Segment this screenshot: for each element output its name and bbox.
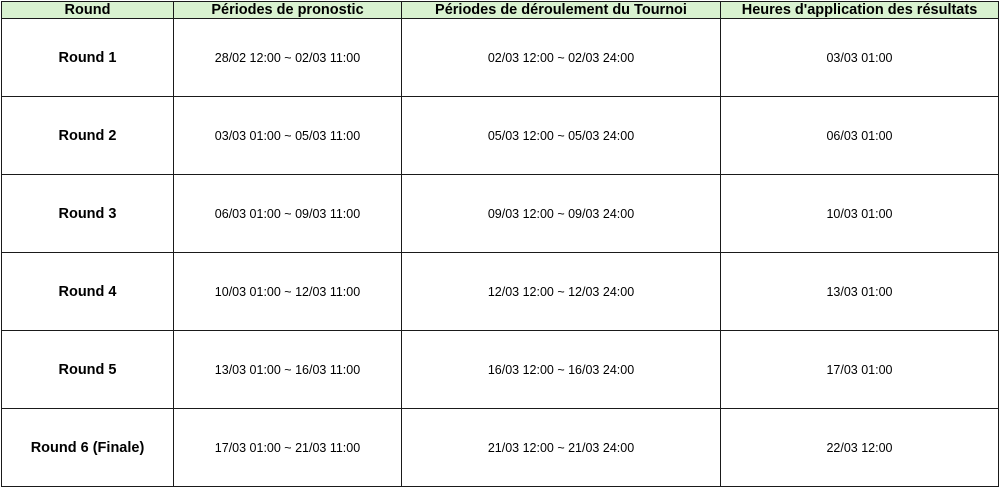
tournament-period-cell: 02/03 12:00 ~ 02/03 24:00 bbox=[402, 19, 721, 97]
tournament-period-cell: 05/03 12:00 ~ 05/03 24:00 bbox=[402, 97, 721, 175]
prediction-period-cell: 13/03 01:00 ~ 16/03 11:00 bbox=[174, 331, 402, 409]
header-tournament-period: Périodes de déroulement du Tournoi bbox=[402, 2, 721, 19]
round-cell: Round 2 bbox=[2, 97, 174, 175]
tournament-period-cell: 21/03 12:00 ~ 21/03 24:00 bbox=[402, 409, 721, 487]
tournament-period-cell: 09/03 12:00 ~ 09/03 24:00 bbox=[402, 175, 721, 253]
results-time-cell: 22/03 12:00 bbox=[721, 409, 999, 487]
table-body bbox=[2, 19, 999, 487]
results-time-cell: 10/03 01:00 bbox=[721, 175, 999, 253]
round-cell: Round 3 bbox=[2, 175, 174, 253]
table-header bbox=[2, 2, 999, 19]
tournament-period-cell: 12/03 12:00 ~ 12/03 24:00 bbox=[402, 253, 721, 331]
table-row bbox=[2, 409, 999, 487]
table-row bbox=[2, 97, 999, 175]
header-round: Round bbox=[2, 2, 174, 19]
header-row bbox=[2, 2, 999, 19]
round-cell: Round 6 (Finale) bbox=[2, 409, 174, 487]
table-row bbox=[2, 331, 999, 409]
schedule-table bbox=[1, 1, 999, 487]
prediction-period-cell: 28/02 12:00 ~ 02/03 11:00 bbox=[174, 19, 402, 97]
results-time-cell: 13/03 01:00 bbox=[721, 253, 999, 331]
prediction-period-cell: 06/03 01:00 ~ 09/03 11:00 bbox=[174, 175, 402, 253]
results-time-cell: 17/03 01:00 bbox=[721, 331, 999, 409]
table-row bbox=[2, 175, 999, 253]
prediction-period-cell: 10/03 01:00 ~ 12/03 11:00 bbox=[174, 253, 402, 331]
prediction-period-cell: 17/03 01:00 ~ 21/03 11:00 bbox=[174, 409, 402, 487]
results-time-cell: 06/03 01:00 bbox=[721, 97, 999, 175]
round-cell: Round 1 bbox=[2, 19, 174, 97]
header-results-time: Heures d'application des résultats bbox=[721, 2, 999, 19]
results-time-cell: 03/03 01:00 bbox=[721, 19, 999, 97]
round-cell: Round 4 bbox=[2, 253, 174, 331]
table-row bbox=[2, 253, 999, 331]
tournament-period-cell: 16/03 12:00 ~ 16/03 24:00 bbox=[402, 331, 721, 409]
table-row bbox=[2, 19, 999, 97]
header-prediction-period: Périodes de pronostic bbox=[174, 2, 402, 19]
prediction-period-cell: 03/03 01:00 ~ 05/03 11:00 bbox=[174, 97, 402, 175]
round-cell: Round 5 bbox=[2, 331, 174, 409]
